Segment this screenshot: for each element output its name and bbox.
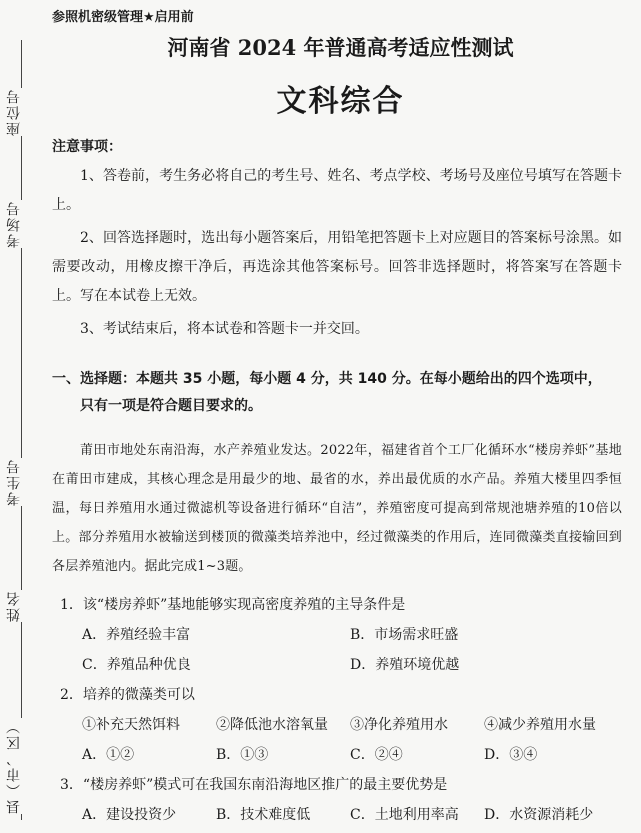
seat-number-label: 座位号: [4, 88, 36, 136]
q2-statement-2: ②降低池水溶氧量: [216, 717, 328, 733]
q1-option-c: C．养殖品种优良: [82, 657, 191, 673]
q3-option-a: A．建设投资少: [82, 807, 177, 823]
exam-room-label: 考场号: [4, 200, 36, 248]
question-3-stem: 3．“楼房养虾”模式可在我国东南沿海地区推广的最主要优势是: [60, 777, 448, 793]
q1-option-b: B．市场需求旺盛: [350, 627, 459, 643]
q2-option-b: B．①③: [216, 747, 269, 763]
section-heading-line: 一、选择题：本题共 35 小题，每小题 4 分，共 140 分。在每小题给出的四个选项中，: [52, 371, 602, 387]
notes-heading: 注意事项：: [52, 139, 122, 155]
binding-line: [21, 40, 22, 820]
q2-option-a: A．①②: [82, 747, 135, 763]
q2-statement-3: ③净化养殖用水: [350, 717, 448, 733]
exam-title: 河南省 2024 年普通高考适应性测试: [167, 35, 514, 60]
note-item: 1、答卷前，考生务必将自己的考生号、姓名、考点学校、考场号及座位号填写在答题卡上。: [52, 168, 622, 213]
note-item: 3、考试结束后，将本试卷和答题卡一并交回。: [80, 321, 369, 337]
q2-option-d: D．③④: [484, 747, 538, 763]
q3-option-c: C．土地利用率高: [350, 807, 459, 823]
name-label: 姓名: [4, 590, 36, 622]
question-2-stem: 2．培养的微藻类可以: [60, 687, 195, 703]
confidentiality-label: 参照机密级管理★启用前: [52, 10, 194, 25]
q2-option-c: C．②④: [350, 747, 403, 763]
q2-statement-1: ①补充天然饵料: [82, 717, 180, 733]
section-heading: [52, 366, 622, 420]
question-1-stem: 1．该“楼房养虾”基地能够实现高密度养殖的主导条件是: [60, 597, 406, 613]
q1-option-a: A．养殖经验丰富: [82, 627, 191, 643]
q2-statement-4: ④减少养殖用水量: [484, 717, 596, 733]
county-label: 县（市、区）: [4, 718, 36, 814]
q3-option-b: B．技术难度低: [216, 807, 311, 823]
note-item: 2、回答选择题时，选出每小题答案后，用铅笔把答题卡上对应题目的答案标号涂黑。如需要改动，用橡皮擦干净后，再选涂其他答案标号。回答非选择题时，将答案写在答题卡上。写在本试卷上无效。: [52, 230, 622, 304]
q1-option-d: D．养殖环境优越: [350, 657, 460, 673]
notes-list: [52, 162, 622, 348]
exam-id-label: 考生号: [4, 458, 36, 506]
reading-passage: 莆田市地处东南沿海，水产养殖业发达。2022年，福建省首个工厂化循环水“楼房养虾”基地在莆田市建成，其核心理念是用最少的地、最省的水，养出最优质的水产品。养殖大楼里四季恒温，每日养殖用水通过微滤机等设备进行循环“自洁”，养殖密度可提高到常规池塘养殖的10倍以上。部分养殖用水被输送到楼顶的微藻类培养池中，经过微藻类的作用后，连同微藻类直接输回到各层养殖池内。据此完成1~3题。: [52, 443, 622, 574]
binding-margin: [0, 0, 40, 833]
q3-option-d: D．水资源消耗少: [484, 807, 594, 823]
section-heading-line: 只有一项是符合题目要求的。: [80, 398, 262, 414]
subject-title: 文科综合: [276, 84, 405, 119]
